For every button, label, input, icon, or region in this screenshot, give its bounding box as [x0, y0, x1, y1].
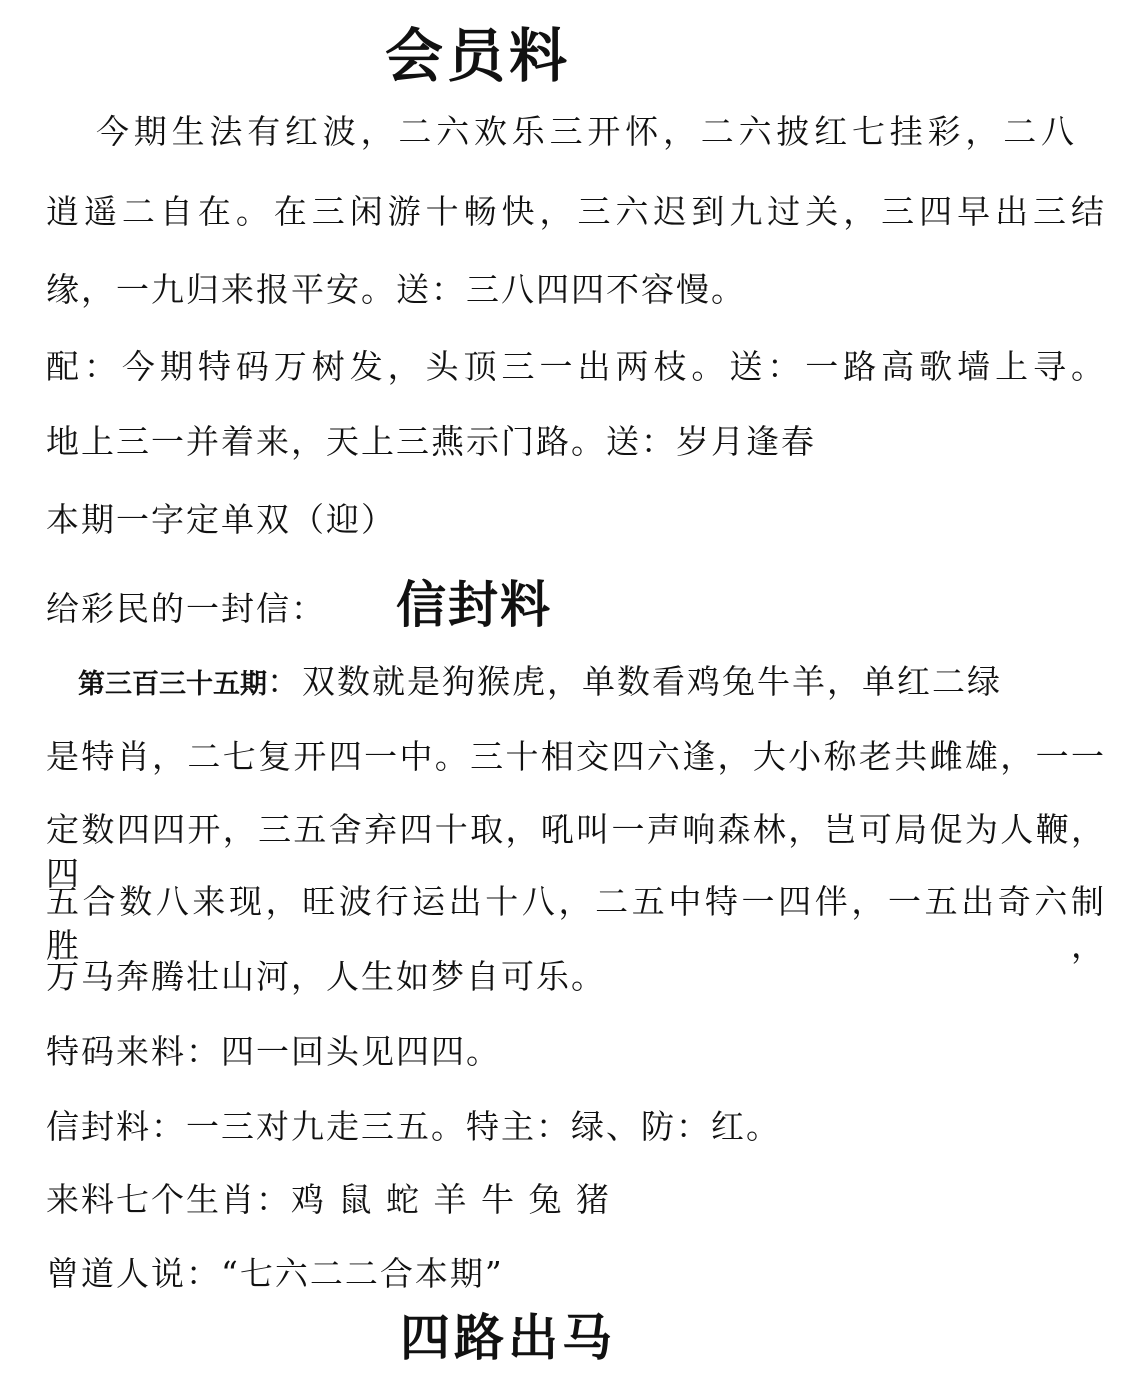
footer-title: 四路出马 [400, 1308, 616, 1367]
letter-line-4: 五合数八来现，旺波行运出十八，二五中特一四伴，一五出奇六制胜， [46, 882, 1106, 965]
member-line-4: 配：今期特码万树发，头顶三一出两枝。送：一路高歌墙上寻。 [46, 347, 1106, 386]
member-line-5: 地上三一并着来，天上三燕示门路。送：岁月逢春 [46, 422, 816, 461]
member-line-6: 本期一字定单双（迎） [46, 500, 396, 539]
envelope-title: 信封料 [396, 576, 552, 634]
page-title: 会员料 [385, 22, 572, 90]
special-code-line: 特码来料：四一回头见四四。 [46, 1032, 501, 1071]
member-line-3: 缘，一九归来报平安。送：三八四四不容慢。 [46, 270, 746, 309]
quote-line: 曾道人说：“七六二二合本期” [46, 1254, 504, 1293]
letter-line-2: 是特肖，二七复开四一中。三十相交四六逢，大小称老共雌雄，一一 [46, 737, 1106, 776]
letter-line-3: 定数四四开，三五舍弃四十取，吼叫一声响森林，岂可局促为人鞭，四 [46, 810, 1106, 893]
envelope-material-line: 信封料：一三对九走三五。特主：绿、防：红。 [46, 1107, 781, 1146]
letter-line-1 [78, 660, 1078, 707]
letter-line-5: 万马奔腾壮山河，人生如梦自可乐。 [46, 957, 606, 996]
letter-line-1-text: ：双数就是狗猴虎，单数看鸡兔牛羊，单红二绿 [267, 662, 1002, 701]
member-line-1: 今期生法有红波，二六欢乐三开怀，二六披红七挂彩，二八 [96, 112, 1076, 151]
member-line-2: 逍遥二自在。在三闲游十畅快，三六迟到九过关，三四早出三结 [46, 192, 1106, 231]
period-label: 第三百三十五期 [78, 669, 267, 700]
letter-heading-row [46, 575, 1106, 637]
zodiac-seven-line: 来料七个生肖：鸡 鼠 蛇 羊 牛 兔 猪 [46, 1180, 611, 1219]
letter-intro-label: 给彩民的一封信： [46, 589, 326, 628]
